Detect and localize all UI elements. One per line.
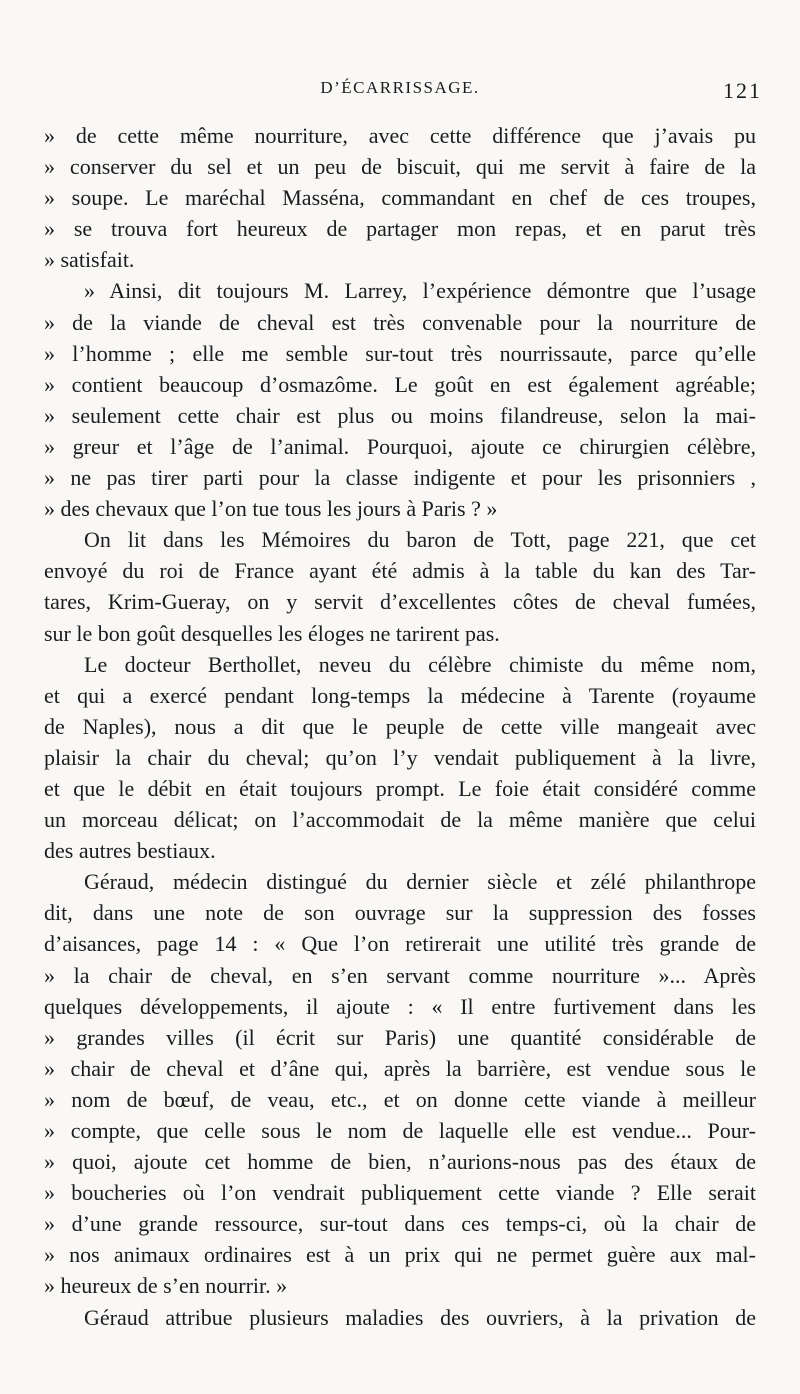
text-line: de Naples), nous a dit que le peuple de cette ville mangeait avec (44, 713, 756, 739)
text-line: un morceau délicat; on l’accommodait de la même manière que celui (44, 807, 756, 833)
text-line: » de cette même nourriture, avec cette différence que j’avais pu (44, 123, 756, 148)
text-line: » seulement cette chair est plus ou moins filandreuse, selon la mai- (44, 402, 756, 428)
text-line: » greur et l’âge de l’animal. Pourquoi, ajoute ce chirurgien célèbre, (44, 433, 756, 459)
text-line: Géraud, médecin distingué du dernier siècle et zélé philanthrope (84, 869, 756, 895)
text-line: quelques développements, il ajoute : « Il entre furtivement dans les (44, 993, 756, 1019)
text-line: » grandes villes (il écrit sur Paris) une quantité considérable de (44, 1024, 756, 1050)
text-line: » satisfait. (44, 247, 135, 273)
text-line: » quoi, ajoute cet homme de bien, n’aurions-nous pas des étaux de (44, 1149, 756, 1175)
body-text (44, 120, 756, 1333)
text-line: » la chair de cheval, en s’en servant comme nourriture »... Après (44, 962, 756, 988)
text-line: » soupe. Le maréchal Masséna, commandant en chef de ces troupes, (44, 185, 756, 211)
text-line: Le docteur Berthollet, neveu du célèbre chimiste du même nom, (84, 651, 756, 677)
text-line: » chair de cheval et d’âne qui, après la barrière, est vendue sous le (44, 1055, 756, 1081)
text-line: » l’homme ; elle me semble sur-tout très nourrissaute, parce qu’elle (44, 340, 756, 366)
text-line: » heureux de s’en nourrir. » (44, 1273, 288, 1299)
text-line: » de la viande de cheval est très convenable pour la nourriture de (44, 309, 756, 335)
text-line: » Ainsi, dit toujours M. Larrey, l’expérience démontre que l’usage (84, 278, 756, 304)
text-line: » des chevaux que l’on tue tous les jours à Paris ? » (44, 496, 498, 522)
page-number: 121 (723, 78, 762, 103)
text-line: Géraud attribue plusieurs maladies des ouvriers, à la privation de (84, 1304, 756, 1330)
text-line: dit, dans une note de son ouvrage sur la suppression des fosses (44, 900, 756, 926)
text-line: On lit dans les Mémoires du baron de Tott, page 221, que cet (84, 527, 756, 553)
text-line: » nom de bœuf, de veau, etc., et on donne cette viande à meilleur (44, 1086, 756, 1112)
text-line: tares, Krim-Gueray, on y servit d’excellentes côtes de cheval fumées, (44, 589, 756, 615)
text-line: envoyé du roi de France ayant été admis à la table du kan des Tar- (44, 558, 756, 584)
text-line: sur le bon goût desquelles les éloges ne tarirent pas. (44, 620, 500, 646)
text-line: d’aisances, page 14 : « Que l’on retirerait une utilité très grande de (44, 931, 756, 957)
text-line: » boucheries où l’on vendrait publiquement cette viande ? Elle serait (44, 1180, 756, 1206)
text-line: » d’une grande ressource, sur-tout dans ces temps-ci, où la chair de (44, 1211, 756, 1237)
text-line: plaisir la chair du cheval; qu’on l’y vendait publiquement à la livre, (44, 744, 756, 770)
text-line: » se trouva fort heureux de partager mon repas, et en parut très (44, 216, 756, 242)
text-line: » conserver du sel et un peu de biscuit, qui me servit à faire de la (44, 154, 756, 180)
text-line: » contient beaucoup d’osmazôme. Le goût en est également agréable; (44, 371, 756, 397)
text-line: » ne pas tirer parti pour la classe indigente et pour les prisonniers , (44, 465, 756, 491)
text-line: » nos animaux ordinaires est à un prix qui ne permet guère aux mal- (44, 1242, 756, 1268)
text-line: des autres bestiaux. (44, 838, 216, 864)
page-header (38, 78, 762, 114)
running-head: D’ÉCARRISSAGE. (320, 78, 480, 97)
text-line: » compte, que celle sous le nom de laquelle elle est vendue... Pour- (44, 1118, 756, 1143)
text-line: et qui a exercé pendant long-temps la médecine à Tarente (royaume (44, 682, 756, 708)
text-line: et que le débit en était toujours prompt. Le foie était considéré comme (44, 775, 756, 801)
